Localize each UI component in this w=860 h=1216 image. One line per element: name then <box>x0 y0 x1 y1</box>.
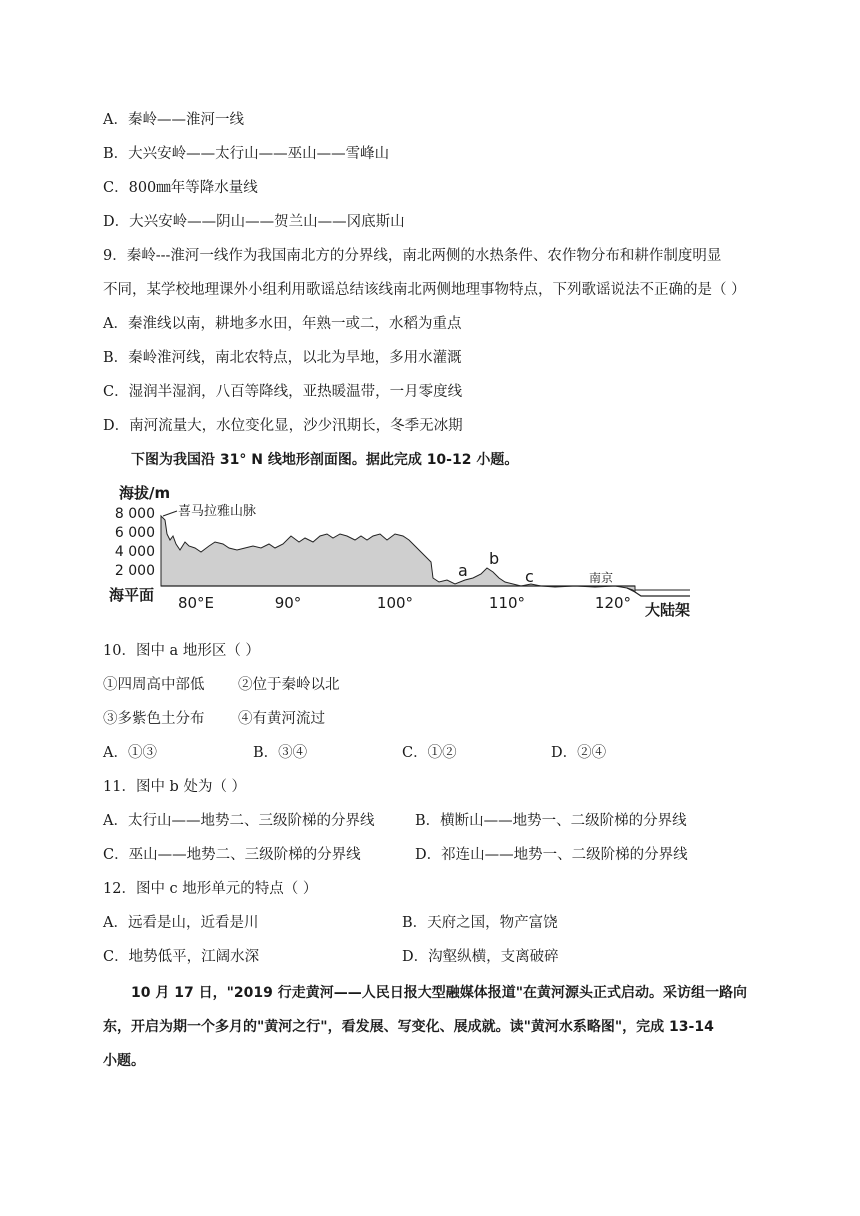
y-tick-6000: 6 000 <box>114 525 155 541</box>
label-a: a <box>458 561 468 580</box>
y-tick-4000: 4 000 <box>114 544 155 560</box>
terrain-profile-shape <box>161 516 635 592</box>
continental-shelf-line <box>627 588 690 596</box>
y-tick-8000: 8 000 <box>114 506 155 522</box>
q8-option-c: C．800㎜年等降水量线 <box>103 180 258 196</box>
x-tick-100: 100° <box>376 594 414 612</box>
q12-option-a: A．远看是山，近看是川 <box>103 915 259 931</box>
q12-option-b: B．天府之国，物产富饶 <box>402 915 558 931</box>
q8-option-a: A．秦岭——淮河一线 <box>103 112 244 128</box>
q9-option-b: B．秦岭淮河线，南北农特点，以北为旱地，多用水灌溉 <box>103 350 462 366</box>
q10-statement-3: ③多紫色土分布 <box>103 711 205 727</box>
continental-shelf-label: 大陆架 <box>645 601 691 619</box>
y-tick-2000: 2 000 <box>114 563 155 579</box>
q9-option-d: D．南河流量大，水位变化显，沙少汛期长，冬季无冰期 <box>103 418 463 434</box>
q11-option-c: C．巫山——地势二、三级阶梯的分界线 <box>103 847 361 863</box>
x-tick-120: 120° <box>594 594 632 612</box>
peak-label: 喜马拉雅山脉 <box>178 504 257 519</box>
q8-option-d: D．大兴安岭——阴山——贺兰山——冈底斯山 <box>103 214 405 230</box>
q10-statement-1: ①四周高中部低 <box>103 677 205 693</box>
peak-label-leader <box>163 511 177 516</box>
intro-13-14-line-3: 小题。 <box>103 1053 145 1069</box>
q12-option-c: C．地势低平，江阔水深 <box>103 949 260 965</box>
q10-stem: 10．图中 a 地形区（ ） <box>103 643 260 659</box>
x-tick-90: 90° <box>274 594 302 612</box>
q9-stem-line-1: 9．秦岭---淮河一线作为我国南北方的分界线，南北两侧的水热条件、农作物分布和耕作制度明显 <box>103 248 722 264</box>
label-c: c <box>525 567 534 586</box>
terrain-profile-figure <box>105 478 705 623</box>
q10-option-a: A．①③ <box>103 745 157 761</box>
q11-option-d: D．祁连山——地势一、二级阶梯的分界线 <box>415 847 688 863</box>
intro-13-14-line-2: 东，开启为期一个多月的"黄河之行"，看发展、写变化、展成就。读"黄河水系略图"，完成 13-14 <box>103 1019 714 1035</box>
q9-option-c: C．湿润半湿润，八百等降线，亚热暖温带，一月零度线 <box>103 384 463 400</box>
label-b: b <box>489 549 500 568</box>
intro-10-12: 下图为我国沿 31° N 线地形剖面图。据此完成 10-12 小题。 <box>131 452 519 468</box>
q10-option-b: B．③④ <box>253 745 308 761</box>
q11-option-b: B．横断山——地势一、二级阶梯的分界线 <box>415 813 687 829</box>
q12-option-d: D．沟壑纵横，支离破碎 <box>402 949 559 965</box>
q8-option-b: B．大兴安岭——太行山——巫山——雪峰山 <box>103 146 390 162</box>
intro-13-14-line-1: 10 月 17 日，"2019 行走黄河——人民日报大型融媒体报道"在黄河源头正式启动。采访组一路向 <box>131 985 748 1001</box>
q10-option-d: D．②④ <box>551 745 607 761</box>
city-label-nanjing: 南京 <box>589 571 614 585</box>
q10-statement-4: ④有黄河流过 <box>238 711 325 727</box>
q10-option-c: C．①② <box>402 745 457 761</box>
q10-statement-2: ②位于秦岭以北 <box>238 677 340 693</box>
q12-stem: 12．图中 c 地形单元的特点（ ） <box>103 881 318 897</box>
q11-option-a: A．太行山——地势二、三级阶梯的分界线 <box>103 813 375 829</box>
q11-stem: 11．图中 b 处为（ ） <box>103 779 247 795</box>
y-axis-title: 海拔/m <box>119 484 171 502</box>
x-tick-80e: 80°E <box>177 594 215 612</box>
q9-option-a: A．秦淮线以南，耕地多水田，年熟一或二，水稻为重点 <box>103 316 462 332</box>
sea-level-label: 海平面 <box>109 586 155 604</box>
x-tick-110: 110° <box>488 594 526 612</box>
q9-stem-line-2: 不同，某学校地理课外小组利用歌谣总结该线南北两侧地理事物特点，下列歌谣说法不正确的是（ ） <box>103 282 746 298</box>
